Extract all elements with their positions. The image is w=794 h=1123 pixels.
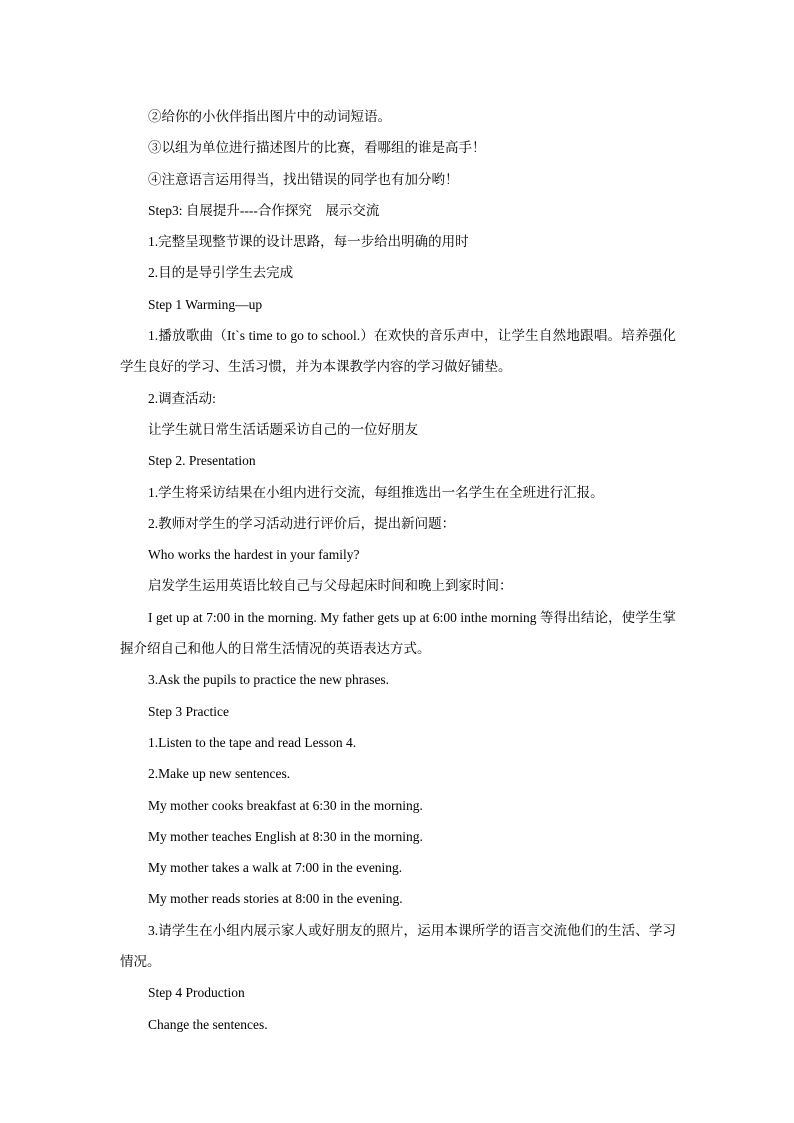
- paragraph: Who works the hardest in your family?: [148, 547, 360, 563]
- paragraph: I get up at 7:00 in the morning. My father gets up at 6:00 inthe morning 等得出结论，使学生掌握介绍自己和他人的日常生活情况的英语表达方式。: [120, 609, 676, 657]
- paragraph: 3.Ask the pupils to practice the new phrases.: [148, 672, 390, 688]
- example-sentence: My mother reads stories at 8:00 in the evening.: [148, 891, 403, 907]
- step-heading: Step 1 Warming—up: [148, 296, 263, 312]
- paragraph: ④注意语言运用得当，找出错误的同学也有加分哟！: [148, 171, 459, 187]
- paragraph: 2.调查活动:: [148, 390, 216, 406]
- step-heading: Step 4 Production: [148, 985, 245, 1001]
- paragraph: 2.Make up new sentences.: [148, 766, 291, 782]
- paragraph: Change the sentences.: [148, 1016, 268, 1032]
- step-heading: Step 3 Practice: [148, 703, 229, 719]
- example-sentence: My mother cooks breakfast at 6:30 in the morning.: [148, 797, 423, 813]
- step-heading: Step 2. Presentation: [148, 453, 256, 469]
- paragraph: 1.播放歌曲（It`s time to go to school.）在欢快的音乐声中，让学生自然地跟唱。培养强化学生良好的学习、生活习惯，并为本课教学内容的学习做好铺垫。: [120, 328, 676, 375]
- paragraph: 2.教师对学生的学习活动进行评价后，提出新问题：: [148, 515, 456, 531]
- paragraph: ③以组为单位进行描述图片的比赛，看哪组的谁是高手！: [148, 140, 486, 156]
- paragraph: 3.请学生在小组内展示家人或好朋友的照片，运用本课所学的语言交流他们的生活、学习情况。: [120, 922, 676, 970]
- paragraph: 让学生就日常生活话题采访自己的一位好朋友: [148, 421, 418, 437]
- document-body: [120, 101, 676, 1040]
- paragraph: 1.Listen to the tape and read Lesson 4.: [148, 734, 357, 750]
- example-sentence: My mother teaches English at 8:30 in the morning.: [148, 828, 423, 844]
- example-sentence: My mother takes a walk at 7:00 in the evening.: [148, 860, 403, 876]
- section-heading: Step3: 自展提升----合作探究 展示交流: [148, 202, 380, 218]
- paragraph: ②给你的小伙伴指出图片中的动词短语。: [148, 109, 391, 124]
- paragraph: 1.学生将采访结果在小组内进行交流，每组推选出一名学生在全班进行汇报。: [148, 484, 604, 500]
- paragraph: 1.完整呈现整节课的设计思路，每一步给出明确的用时: [148, 234, 469, 250]
- paragraph: 2.目的是导引学生去完成: [148, 265, 294, 281]
- paragraph: 启发学生运用英语比较自己与父母起床时间和晚上到家时间：: [148, 578, 513, 594]
